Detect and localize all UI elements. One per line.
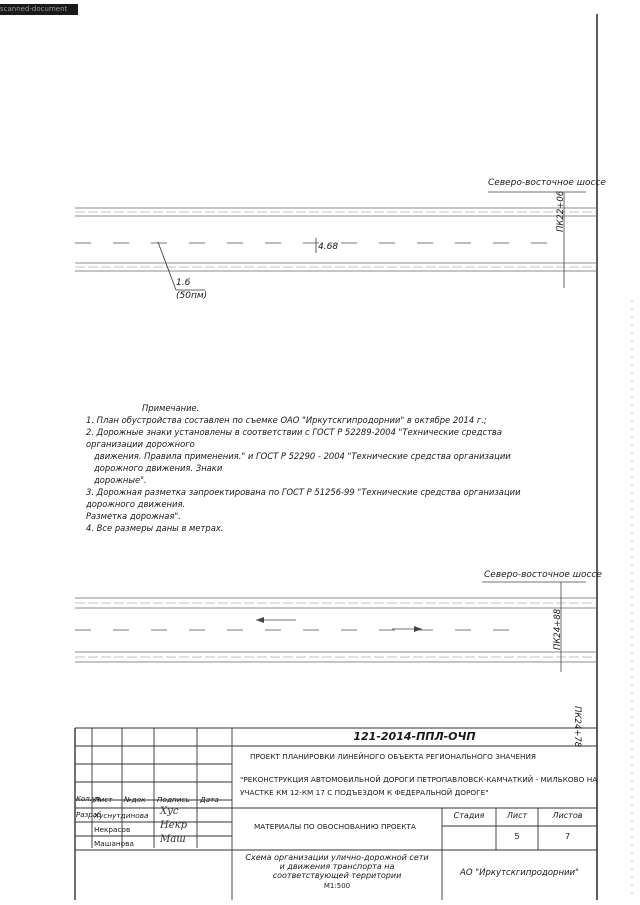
header-count: Кол.уч: [76, 795, 101, 803]
notes-block: [86, 402, 556, 534]
role-developer: Разраб: [76, 811, 102, 819]
notes-title: Примечание.: [142, 403, 200, 413]
note-line: 3. Дорожная разметка запроектирована по ГОСТ Р 51256-99 "Технические средства организации дорожного движения.: [86, 487, 521, 509]
picket-label-top: ПК22+06: [556, 190, 566, 232]
road-name-top: Северо-восточное шоссе: [488, 178, 606, 188]
note-line: дорожные".: [94, 475, 147, 485]
note-line: 4. Все размеры даны в метрах.: [86, 523, 224, 533]
project-line-1: ПРОЕКТ ПЛАНИРОВКИ ЛИНЕЙНОГО ОБЪЕКТА РЕГИОНАЛЬНОГО ЗНАЧЕНИЯ: [250, 752, 537, 761]
document-code: 121-2014-ППЛ-ОЧП: [353, 730, 476, 743]
sheet-number: 5: [514, 832, 520, 841]
sheet-label: Лист: [506, 811, 528, 820]
scheme-line-1: Схема организации улично-дорожной сети: [245, 853, 429, 862]
signature: Некр: [160, 820, 188, 831]
header-date: Дата: [200, 795, 219, 804]
road-bottom: [75, 582, 597, 672]
person-name: Машанова: [94, 839, 134, 848]
header-doc: №док: [124, 795, 146, 804]
road-top: [75, 192, 597, 290]
project-line-3: УЧАСТКЕ КМ 12-КМ 17 С ПОДЪЕЗДОМ К ФЕДЕРАЛЬНОЙ ДОРОГЕ": [240, 788, 489, 797]
signature: Хус: [160, 806, 179, 817]
picket-label-bottom: ПК24+88: [553, 608, 563, 650]
note-line: 1. План обустройства составлен по съемке ОАО "Иркутскгипродорнии" в октябре 2014 г.;: [86, 415, 487, 425]
leader-note: (50пм): [176, 291, 208, 301]
header-sheet: Лист: [94, 795, 113, 804]
note-line: Разметка дорожная".: [86, 511, 181, 521]
dimension-value: 4.68: [318, 242, 339, 252]
road-name-bottom: Северо-восточное шоссе: [484, 570, 602, 580]
sheets-total: 7: [564, 832, 571, 841]
scale-label: М1:500: [323, 882, 351, 890]
note-line: движения. Правила применения." и ГОСТ Р 52290 - 2004 "Технические средства организации дорожного движения. Знаки: [94, 451, 511, 473]
organization-name: АО "Иркутскгипродорнии": [460, 868, 579, 878]
picket-label-bottom-2: ПК24+78: [572, 706, 582, 748]
stage-label: Стадия: [453, 811, 485, 820]
person-name: Некрасов: [94, 825, 131, 834]
scheme-line-3: соответствующей территории: [272, 871, 402, 880]
note-line: 2. Дорожные знаки установлены в соответствии с ГОСТ Р 52289-2004 "Технические средства организации дорожного: [86, 427, 502, 449]
sheets-label: Листов: [552, 811, 583, 820]
person-name: Хуснутдинова: [94, 811, 149, 820]
signature: Маш: [160, 834, 186, 845]
leader-value: 1.6: [176, 278, 191, 288]
scheme-line-2: и движения транспорта на: [279, 862, 395, 871]
scan-header-strip: scanned-document: [0, 4, 78, 15]
project-line-2: "РЕКОНСТРУКЦИЯ АВТОМОБИЛЬНОЙ ДОРОГИ ПЕТРОПАВЛОВСК-КАМЧАТКИЙ - МИЛЬКОВО НА: [240, 775, 598, 784]
header-sign: Подпись: [157, 795, 190, 804]
materials-label: МАТЕРИАЛЫ ПО ОБОСНОВАНИЮ ПРОЕКТА: [254, 822, 416, 831]
